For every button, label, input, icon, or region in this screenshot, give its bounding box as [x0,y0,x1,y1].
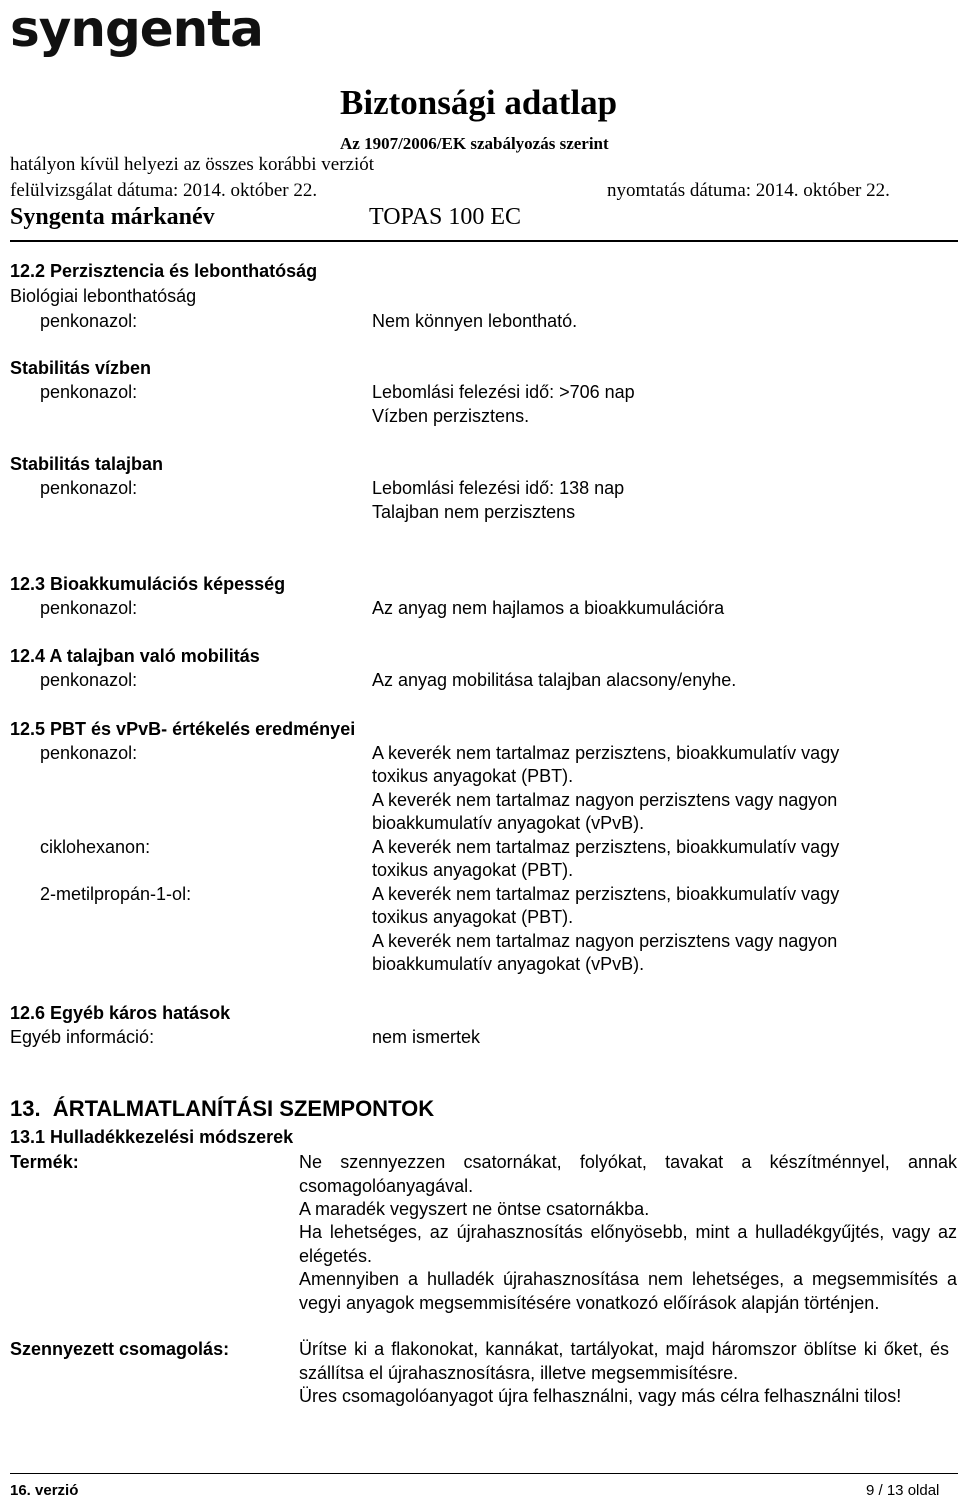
soil-value-2: Talajban nem perzisztens [372,502,576,522]
other-info-value: nem ismertek [372,1027,481,1047]
disposal-paragraph: Ne szennyezzen csatornákat, folyókat, tavakat a készítménnyel, annak csomagolóanyagával. [299,1152,957,1196]
mobility-substance: penkonazol: [40,670,138,690]
section-12-3-title: 12.3 Bioakkumulációs képesség [10,574,286,594]
footer-divider [10,1473,958,1474]
soil-value-1: Lebomlási felezési idő: 138 nap [372,478,625,498]
section-13-1-title: 13.1 Hulladékkezelési módszerek [10,1127,294,1147]
disposal-paragraph: Ha lehetséges, az újrahasznosítás előnyösebb, mint a hulladékgyűjtés, vagy az elégetés. [299,1222,957,1266]
pbt-line: A keverék nem tartalmaz nagyon perzisztens vagy nagyon [372,790,838,810]
bio-degradability-title: Biológiai lebonthatóság [10,286,197,306]
pbt-line: toxikus anyagokat (PBT). [372,860,574,880]
pbt-line: toxikus anyagokat (PBT). [372,766,574,786]
bioacc-substance: penkonazol: [40,598,138,618]
section-12-2-title: 12.2 Perzisztencia és lebonthatóság [10,261,318,281]
mobility-value: Az anyag mobilitása talajban alacsony/enyhe. [372,670,737,690]
regulation-note: Az 1907/2006/EK szabályozás szerint [340,134,609,153]
syngenta-logo: syngenta [10,0,263,58]
brand-label: Syngenta márkanév [10,204,215,230]
revision-date: felülvizsgálat dátuma: 2014. október 22. [10,180,318,201]
soil-substance: penkonazol: [40,478,138,498]
disposal-paragraph: Amennyiben a hulladék újrahasznosítása nem lehetséges, a megsemmisítés a vegyi anyagok megsemmisítésére vonatkozó előírások alapján történjen. [299,1269,957,1313]
pbt-substance-ciklohexanon: ciklohexanon: [40,837,151,857]
header-divider [10,240,958,242]
water-value-1: Lebomlási felezési idő: >706 nap [372,382,635,402]
packaging-paragraph: Ürítse ki a flakonokat, kannákat, tartályokat, majd háromszor öblítse ki őket, és szállítsa el újrahasznosításra, illetve megsemmisítésre. [299,1339,949,1383]
section-12-6-title: 12.6 Egyéb káros hatások [10,1003,231,1023]
pbt-line: toxikus anyagokat (PBT). [372,907,574,927]
document-title: Biztonsági adatlap [340,83,618,122]
bio-value: Nem könnyen lebontható. [372,311,578,331]
water-substance: penkonazol: [40,382,138,402]
pbt-line: A keverék nem tartalmaz nagyon perzisztens vagy nagyon [372,931,838,951]
section-12-5-title: 12.5 PBT és vPvB- értékelés eredményei [10,719,356,739]
pbt-line: A keverék nem tartalmaz perzisztens, bioakkumulatív vagy [372,837,840,857]
other-info-label: Egyéb információ: [10,1027,155,1047]
bioacc-value: Az anyag nem hajlamos a bioakkumulációra [372,598,725,618]
pbt-substance-penkonazol: penkonazol: [40,743,138,763]
pbt-line: A keverék nem tartalmaz perzisztens, bioakkumulatív vagy [372,743,840,763]
bio-substance: penkonazol: [40,311,138,331]
water-value-2: Vízben perzisztens. [372,406,530,426]
supersedes-note: hatályon kívül helyezi az összes korábbi verziót [10,154,375,175]
packaging-paragraph: Üres csomagolóanyagot újra felhasználni, vagy más célra felhasználni tilos! [299,1386,902,1406]
water-stability-title: Stabilitás vízben [10,358,152,378]
product-name: TOPAS 100 EC [369,204,522,230]
disposal-paragraph: A maradék vegyszert ne öntse csatornákba. [299,1199,650,1219]
soil-stability-title: Stabilitás talajban [10,454,164,474]
page-number: 9 / 13 oldal [866,1482,940,1499]
pbt-line: bioakkumulatív anyagokat (vPvB). [372,813,645,833]
version-label: 16. verzió [10,1482,79,1499]
section-13-title: 13. ÁRTALMATLANÍTÁSI SZEMPONTOK [10,1096,435,1121]
pbt-line: bioakkumulatív anyagokat (vPvB). [372,954,645,974]
section-12-4-title: 12.4 A talajban való mobilitás [10,646,260,666]
product-label: Termék: [10,1152,79,1172]
packaging-label: Szennyezett csomagolás: [10,1339,230,1359]
pbt-line: A keverék nem tartalmaz perzisztens, bioakkumulatív vagy [372,884,840,904]
pbt-substance-metilpropanol: 2-metilpropán-1-ol: [40,884,192,904]
print-date: nyomtatás dátuma: 2014. október 22. [607,180,890,201]
